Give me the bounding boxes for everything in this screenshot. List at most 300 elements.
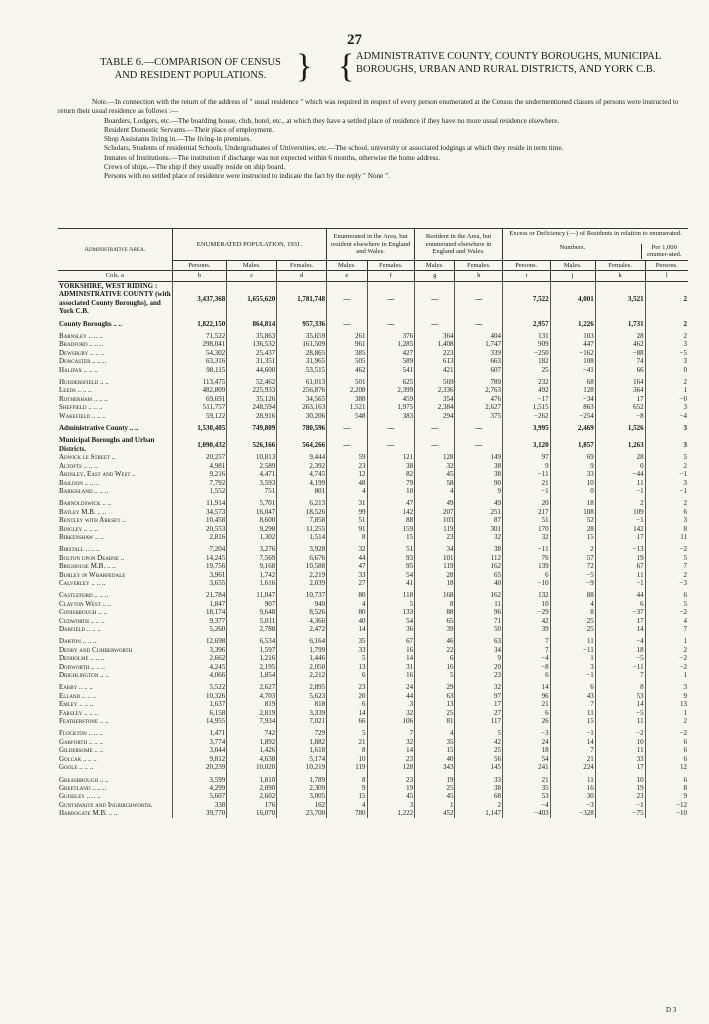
value-cell-f: 14 — [367, 654, 415, 662]
value-cell-d: 10,588 — [277, 562, 327, 570]
value-cell-i: 54 — [503, 755, 551, 763]
value-cell-c: 35,863 — [227, 332, 277, 340]
value-cell-c: 9,648 — [227, 608, 277, 616]
value-cell-f: 10 — [367, 487, 415, 495]
value-cell-f: 106 — [367, 717, 415, 725]
value-cell-j: 108 — [550, 508, 595, 516]
value-cell-c: 9,168 — [227, 562, 277, 570]
value-cell-j: 1,857 — [550, 436, 595, 453]
table-row — [58, 579, 688, 587]
value-cell-k: 2 — [595, 499, 645, 507]
value-cell-c: 864,814 — [227, 320, 277, 328]
value-cell-b: 5,522 — [172, 683, 227, 691]
value-cell-h: 49 — [455, 499, 503, 507]
table-row — [58, 729, 688, 737]
area-name-cell: Brighouse M.B. .. .. — [59, 562, 116, 571]
value-cell-d: 2,472 — [277, 625, 327, 633]
value-cell-k: 33 — [595, 755, 645, 763]
header-col-letter: c — [227, 271, 277, 282]
value-cell-d: 10,219 — [277, 763, 327, 771]
value-cell-f: 159 — [367, 525, 415, 533]
value-cell-f: 32 — [367, 738, 415, 746]
value-cell-h: 23 — [455, 671, 503, 679]
value-cell-l: −1 — [645, 487, 688, 495]
value-cell-i: 10 — [503, 600, 551, 608]
value-cell-d: 7,858 — [277, 516, 327, 524]
value-cell-d: 957,336 — [277, 320, 327, 328]
value-cell-h: 27 — [455, 709, 503, 717]
table-row — [58, 357, 688, 365]
value-cell-c: 1,597 — [227, 646, 277, 654]
value-cell-c: 11,047 — [227, 591, 277, 599]
value-cell-f: 118 — [367, 591, 415, 599]
value-cell-j: 52 — [550, 516, 595, 524]
header-females: Females. — [455, 260, 503, 271]
value-cell-e: 35 — [327, 637, 367, 645]
area-name-cell: Sheffield .. .. .. — [59, 403, 103, 412]
value-cell-j: 30 — [550, 792, 595, 800]
value-cell-c: 2,788 — [227, 625, 277, 633]
value-cell-b: 298,041 — [172, 340, 227, 348]
value-cell-i: 6 — [503, 671, 551, 679]
value-cell-e: 32 — [327, 545, 367, 553]
value-cell-g: 15 — [415, 746, 455, 754]
value-cell-j: 15 — [550, 717, 595, 725]
value-cell-h: 90 — [455, 479, 503, 487]
value-cell-g: 65 — [415, 617, 455, 625]
value-cell-g: 29 — [415, 683, 455, 691]
value-cell-i: 39 — [503, 625, 551, 633]
value-cell-h: 32 — [455, 683, 503, 691]
value-cell-b: 1,822,150 — [172, 320, 227, 328]
table-row — [58, 717, 688, 725]
value-cell-k: 1,731 — [595, 320, 645, 328]
table-row — [58, 332, 688, 340]
header-resident-in-area: Resident in the Area, but enumerated elsewhere in England and Wales. — [415, 229, 503, 261]
value-cell-f: 3 — [367, 801, 415, 809]
value-cell-j: 28 — [550, 525, 595, 533]
value-cell-i: 6 — [503, 571, 551, 579]
area-name-cell: Harrogate M.B. .. .. — [59, 809, 118, 818]
value-cell-c: 6,534 — [227, 637, 277, 645]
value-cell-l: −5 — [645, 349, 688, 357]
value-cell-b: 54,302 — [172, 349, 227, 357]
value-cell-g: 25 — [415, 784, 455, 792]
value-cell-f: 16 — [367, 646, 415, 654]
note-item: Boarders, Lodgers, etc.—The boarding house, club, hotel, etc., at which they have a settled place of residence if they have no more usual residence elsewhere. — [104, 116, 560, 125]
value-cell-d: 2,050 — [277, 663, 327, 671]
table-row — [58, 436, 688, 453]
value-cell-f: 16 — [367, 671, 415, 679]
value-cell-c: 3,276 — [227, 545, 277, 553]
value-cell-l: 1 — [645, 709, 688, 717]
value-cell-d: 6,676 — [277, 554, 327, 562]
value-cell-j: 14 — [550, 738, 595, 746]
area-name-cell: YORKSHIRE, WEST RIDING : ADMINISTRATIVE COUNTY (with associated County Boroughs), and York C.B. — [59, 281, 171, 316]
value-cell-j: 88 — [550, 591, 595, 599]
table-row — [58, 554, 688, 562]
value-cell-i: 232 — [503, 378, 551, 386]
value-cell-h: 63 — [455, 637, 503, 645]
value-cell-h: 301 — [455, 525, 503, 533]
value-cell-d: 162 — [277, 801, 327, 809]
value-cell-g: 39 — [415, 625, 455, 633]
value-cell-h: 404 — [455, 332, 503, 340]
value-cell-l: −1 — [645, 470, 688, 478]
area-name-cell: Doncaster .. .. .. — [59, 357, 107, 366]
value-cell-d: 4,366 — [277, 617, 327, 625]
value-cell-h: 68 — [455, 792, 503, 800]
value-cell-g: 32 — [415, 462, 455, 470]
value-cell-k: 17 — [595, 395, 645, 403]
value-cell-h: 32 — [455, 533, 503, 541]
value-cell-i: 35 — [503, 784, 551, 792]
table-row — [58, 738, 688, 746]
table-row — [58, 366, 688, 374]
value-cell-k: −1 — [595, 801, 645, 809]
header-females: Females. — [595, 260, 645, 271]
value-cell-c: 248,594 — [227, 403, 277, 411]
area-name-cell: Gildersome .. .. — [59, 746, 104, 755]
value-cell-g: 168 — [415, 591, 455, 599]
value-cell-c: 907 — [227, 600, 277, 608]
table-row — [58, 617, 688, 625]
value-cell-k: 164 — [595, 378, 645, 386]
value-cell-f: — — [367, 281, 415, 315]
value-cell-e: 5 — [327, 654, 367, 662]
value-cell-i: 76 — [503, 554, 551, 562]
value-cell-i: 51 — [503, 516, 551, 524]
value-cell-k: 10 — [595, 738, 645, 746]
value-cell-d: 1,446 — [277, 654, 327, 662]
value-cell-e: 99 — [327, 508, 367, 516]
header-admin-area: Administrative Area. — [58, 229, 172, 271]
value-cell-c: 1,810 — [227, 776, 277, 784]
header-col-letter: i — [503, 271, 551, 282]
value-cell-e: 505 — [327, 357, 367, 365]
value-cell-j: −3 — [550, 801, 595, 809]
value-cell-c: 1,216 — [227, 654, 277, 662]
value-cell-h: 2,627 — [455, 403, 503, 411]
value-cell-d: 263,163 — [277, 403, 327, 411]
header-cols-label: Cols. a — [58, 271, 172, 282]
value-cell-l: 3 — [645, 424, 688, 432]
value-cell-g: 2,384 — [415, 403, 455, 411]
header-males: Males. — [415, 260, 455, 271]
value-cell-j: −9 — [550, 579, 595, 587]
value-cell-k: 7 — [595, 671, 645, 679]
value-cell-b: 1,471 — [172, 729, 227, 737]
value-cell-k: 74 — [595, 357, 645, 365]
value-cell-g: 49 — [415, 499, 455, 507]
value-cell-f: — — [367, 320, 415, 328]
value-cell-e: 80 — [327, 608, 367, 616]
value-cell-c: 526,166 — [227, 436, 277, 453]
value-cell-c: 4,638 — [227, 755, 277, 763]
header-enumerated: ENUMERATED POPULATION, 1931. — [172, 229, 327, 261]
value-cell-f: 7 — [367, 729, 415, 737]
area-name-cell: Greasbrough .. .. — [59, 775, 109, 784]
value-cell-c: 819 — [227, 700, 277, 708]
area-name-cell: Guiseley .. .. .. — [59, 792, 101, 801]
value-cell-j: 8 — [550, 608, 595, 616]
table-row — [58, 801, 688, 809]
value-cell-d: 729 — [277, 729, 327, 737]
area-name-cell: Denholme .. .. .. — [59, 654, 105, 663]
value-cell-d: 780,596 — [277, 424, 327, 432]
value-cell-l: −2 — [645, 654, 688, 662]
value-cell-l: 0 — [645, 366, 688, 374]
area-name-cell: County Boroughs .. .. — [59, 319, 123, 328]
value-cell-c: 7,934 — [227, 717, 277, 725]
value-cell-k: 10 — [595, 776, 645, 784]
value-cell-l: 6 — [645, 508, 688, 516]
note-intro: Note.—In connection with the return of the address of " usual residence " which was required in respect of every person enumerated at the Census the undermentioned classes of persons were instructed to return their usual residence as follows :— — [58, 98, 679, 116]
note-item: Inmates of Institutions.—The institution if discharge was not expected within 6 months, otherwise the home address. — [104, 153, 441, 162]
value-cell-g: 354 — [415, 395, 455, 403]
value-cell-k: −4 — [595, 637, 645, 645]
value-cell-d: 5,623 — [277, 692, 327, 700]
value-cell-f: 128 — [367, 763, 415, 771]
value-cell-h: — — [455, 320, 503, 328]
value-cell-f: 79 — [367, 479, 415, 487]
value-cell-k: 17 — [595, 763, 645, 771]
value-cell-j: 7 — [550, 746, 595, 754]
value-cell-f: 427 — [367, 349, 415, 357]
value-cell-i: 2,957 — [503, 320, 551, 328]
value-cell-j: 6 — [550, 683, 595, 691]
value-cell-b: 34,573 — [172, 508, 227, 516]
area-name-cell: Greetland .. .. .. — [59, 783, 107, 792]
value-cell-b: 69,691 — [172, 395, 227, 403]
value-cell-e: 80 — [327, 591, 367, 599]
table-row — [58, 608, 688, 616]
value-cell-g: 18 — [415, 579, 455, 587]
value-cell-c: 5,701 — [227, 499, 277, 507]
value-cell-j: 2,469 — [550, 424, 595, 432]
value-cell-k: −2 — [595, 729, 645, 737]
value-cell-b: 9,812 — [172, 755, 227, 763]
value-cell-b: 113,475 — [172, 378, 227, 386]
table-row — [58, 508, 688, 516]
value-cell-g: 119 — [415, 562, 455, 570]
value-cell-e: 6 — [327, 700, 367, 708]
value-cell-f: 1,975 — [367, 403, 415, 411]
value-cell-h: 56 — [455, 755, 503, 763]
area-name-cell: Bingley .. .. .. — [59, 524, 99, 533]
value-cell-h: 9 — [455, 654, 503, 662]
value-cell-f: 23 — [367, 755, 415, 763]
value-cell-e: 9 — [327, 784, 367, 792]
value-cell-c: 176 — [227, 801, 277, 809]
value-cell-k: −5 — [595, 709, 645, 717]
value-cell-b: 19,756 — [172, 562, 227, 570]
table-row — [58, 281, 688, 315]
value-cell-k: 28 — [595, 332, 645, 340]
value-cell-c: 751 — [227, 487, 277, 495]
value-cell-c: 7,569 — [227, 554, 277, 562]
value-cell-l: 1 — [645, 637, 688, 645]
value-cell-e: 13 — [327, 663, 367, 671]
value-cell-f: 625 — [367, 378, 415, 386]
value-cell-j: 43 — [550, 692, 595, 700]
value-cell-d: 161,509 — [277, 340, 327, 348]
value-cell-d: 1,799 — [277, 646, 327, 654]
value-cell-c: 3,593 — [227, 479, 277, 487]
value-cell-c: 4,703 — [227, 692, 277, 700]
value-cell-f: 15 — [367, 533, 415, 541]
area-name-cell: Halifax .. .. .. — [59, 365, 98, 374]
value-cell-f: 32 — [367, 709, 415, 717]
table-row — [58, 470, 688, 478]
table-row — [58, 591, 688, 599]
value-cell-k: 67 — [595, 562, 645, 570]
value-cell-h: 17 — [455, 700, 503, 708]
value-cell-i: 492 — [503, 386, 551, 394]
value-cell-c: 31,351 — [227, 357, 277, 365]
value-cell-e: 23 — [327, 683, 367, 691]
value-cell-g: 19 — [415, 776, 455, 784]
value-cell-f: 95 — [367, 562, 415, 570]
value-cell-l: −4 — [645, 412, 688, 420]
value-cell-h: — — [455, 281, 503, 315]
table-row — [58, 562, 688, 570]
value-cell-e: 20 — [327, 692, 367, 700]
area-name-cell: Barnoldswick .. .. — [59, 499, 112, 508]
table-row — [58, 340, 688, 348]
value-cell-k: 17 — [595, 617, 645, 625]
value-cell-l: 2 — [645, 378, 688, 386]
value-cell-l: 2 — [645, 332, 688, 340]
value-cell-i: 7,522 — [503, 281, 551, 315]
value-cell-d: 1,514 — [277, 533, 327, 541]
value-cell-g: 34 — [415, 545, 455, 553]
value-cell-i: −29 — [503, 608, 551, 616]
value-cell-k: −1 — [595, 487, 645, 495]
table-row — [58, 809, 688, 817]
value-cell-i: 96 — [503, 692, 551, 700]
area-name-cell: Farsley .. .. .. — [59, 708, 99, 717]
value-cell-g: 4 — [415, 487, 455, 495]
value-cell-b: 4,066 — [172, 671, 227, 679]
value-cell-c: 2,819 — [227, 709, 277, 717]
value-cell-g: 4 — [415, 729, 455, 737]
value-cell-f: 54 — [367, 571, 415, 579]
value-cell-l: 9 — [645, 692, 688, 700]
area-name-cell: Clayton West .. .. — [59, 599, 112, 608]
value-cell-k: 11 — [595, 571, 645, 579]
value-cell-b: 3,437,368 — [172, 281, 227, 315]
value-cell-i: 26 — [503, 717, 551, 725]
area-name-cell: Bolton upon Dearne .. — [59, 553, 125, 562]
value-cell-b: 3,655 — [172, 579, 227, 587]
value-cell-h: 38 — [455, 470, 503, 478]
value-cell-e: 388 — [327, 395, 367, 403]
value-cell-b: 511,757 — [172, 403, 227, 411]
value-cell-l: 3 — [645, 516, 688, 524]
value-cell-j: 25 — [550, 617, 595, 625]
area-name-cell: Denby and Cumberworth — [59, 645, 133, 654]
value-cell-h: 117 — [455, 717, 503, 725]
value-cell-d: 2,212 — [277, 671, 327, 679]
value-cell-d: 30,206 — [277, 412, 327, 420]
value-cell-h: 38 — [455, 545, 503, 553]
value-cell-k: 19 — [595, 784, 645, 792]
value-cell-f: 19 — [367, 784, 415, 792]
area-name-cell: Earby .. .. .. — [59, 683, 93, 692]
header-col-letter: b — [172, 271, 227, 282]
value-cell-i: −11 — [503, 470, 551, 478]
header-persons: Persons. — [172, 260, 227, 271]
value-cell-k: 66 — [595, 366, 645, 374]
value-cell-d: 1,781,748 — [277, 281, 327, 315]
value-cell-f: 88 — [367, 516, 415, 524]
value-cell-l: 12 — [645, 763, 688, 771]
footer-signature: D 3 — [666, 1006, 677, 1014]
value-cell-l: 2 — [645, 320, 688, 328]
area-name-cell: Baildon .. .. .. — [59, 478, 99, 487]
value-cell-d: 2,392 — [277, 462, 327, 470]
table-row — [58, 625, 688, 633]
area-name-cell: Birkenshaw .. .. — [59, 532, 104, 541]
value-cell-l: 2 — [645, 717, 688, 725]
area-name-cell: Garforth .. .. .. — [59, 737, 103, 746]
value-cell-h: 149 — [455, 453, 503, 461]
value-cell-h: 34 — [455, 646, 503, 654]
value-cell-g: 294 — [415, 412, 455, 420]
value-cell-g: 5 — [415, 671, 455, 679]
value-cell-h: 607 — [455, 366, 503, 374]
value-cell-e: 8 — [327, 776, 367, 784]
value-cell-h: 5 — [455, 729, 503, 737]
value-cell-g: 101 — [415, 554, 455, 562]
area-name-cell: Elland .. .. .. — [59, 691, 96, 700]
value-cell-e: 8 — [327, 746, 367, 754]
value-cell-f: 23 — [367, 776, 415, 784]
value-cell-j: −254 — [550, 412, 595, 420]
value-cell-d: 11,255 — [277, 525, 327, 533]
value-cell-h: 40 — [455, 579, 503, 587]
table-row — [58, 424, 688, 432]
table-row — [58, 571, 688, 579]
value-cell-e: 33 — [327, 646, 367, 654]
value-cell-i: 53 — [503, 792, 551, 800]
value-cell-k: 14 — [595, 625, 645, 633]
value-cell-i: 182 — [503, 357, 551, 365]
value-cell-k: 462 — [595, 340, 645, 348]
value-cell-c: 2,090 — [227, 784, 277, 792]
value-cell-d: 2,895 — [277, 683, 327, 691]
value-cell-i: −250 — [503, 349, 551, 357]
area-name-cell: Dodworth .. .. .. — [59, 662, 106, 671]
value-cell-k: 11 — [595, 746, 645, 754]
value-cell-h: 71 — [455, 617, 503, 625]
table-row — [58, 709, 688, 717]
area-name-cell: Calverley .. .. .. — [59, 578, 106, 587]
area-name-cell: Gunthwaite and Ingbirchworth. — [59, 800, 153, 809]
area-name-cell: Administrative County .. .. — [59, 424, 139, 433]
value-cell-j: −328 — [550, 809, 595, 817]
area-name-cell: Bradford .. .. .. — [59, 340, 104, 349]
note-item: Shop Assistants living in.—The living-in premises. — [104, 135, 252, 144]
value-cell-i: 42 — [503, 617, 551, 625]
value-cell-i: 909 — [503, 340, 551, 348]
value-cell-h: 162 — [455, 591, 503, 599]
value-cell-k: −37 — [595, 608, 645, 616]
value-cell-h: 1,747 — [455, 340, 503, 348]
value-cell-g: 58 — [415, 479, 455, 487]
value-cell-b: 1,847 — [172, 600, 227, 608]
